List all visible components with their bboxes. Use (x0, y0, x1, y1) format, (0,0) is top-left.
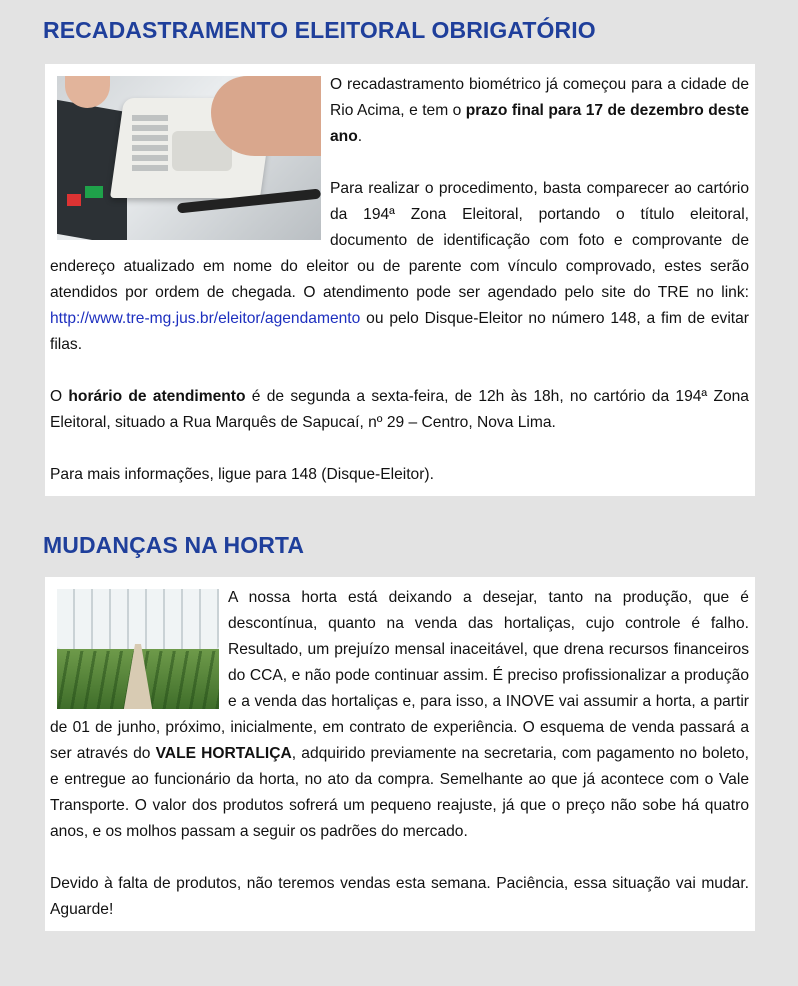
paragraph-horta: A nossa horta está deixando a desejar, tanto na produção, que é descontínua, quanto na venda das hortaliças, cujo controle é falho. Resultado, um prejuízo mensal inaceitável, que drena recursos financeiros do CCA, e não pode continuar assim. É preciso profissionalizar a produção e a venda das hortaliças e, para isso, a INOVE vai assumir a horta, a partir de 01 de junho, próximo, inicialmente, em contrato de experiência. O esquema de venda passará a ser através do VALE HORTALIÇA, adquirido previamente na secretaria, com pagamento no boleto, e entregue ao funcionário da horta, no ato da compra. Semelhante ao que já acontece com o Vale Transporte. O valor dos produtos sofrerá um pequeno reajuste, já que o preço não sobe há quatro anos, e os molhos passam a seguir os padrões do mercado. (50, 589, 749, 840)
paragraph-prazo: O recadastramento biométrico já começou para a cidade de Rio Acima, e tem o prazo final para 17 de dezembro deste ano. (330, 76, 749, 145)
article-horta (45, 577, 755, 931)
article-recadastramento (45, 64, 755, 496)
paragraph-horario: O horário de atendimento é de segunda a sexta-feira, de 12h às 18h, no cartório da 194ª Zona Eleitoral, situado a Rua Marquês de Sapucaí, nº 29 – Centro, Nova Lima. (50, 388, 749, 431)
section-title-recadastramento: RECADASTRAMENTO ELEITORAL OBRIGATÓRIO (43, 17, 596, 43)
section-title-horta: MUDANÇAS NA HORTA (43, 532, 305, 558)
agendamento-link[interactable]: http://www.tre-mg.jus.br/eleitor/agendamento (50, 310, 361, 327)
vale-hortalica-highlight: VALE HORTALIÇA (155, 745, 292, 762)
biometric-device-image (57, 76, 321, 240)
greenhouse-image (57, 589, 219, 709)
paragraph-informacoes: Para mais informações, ligue para 148 (Disque-Eleitor). (50, 466, 434, 483)
horario-highlight: horário de atendimento (68, 388, 246, 405)
paragraph-aviso: Devido à falta de produtos, não teremos vendas esta semana. Paciência, essa situação vai mudar. Aguarde! (50, 875, 749, 918)
prazo-highlight: prazo final para 17 de dezembro deste ano (330, 102, 749, 145)
paragraph-procedimento: Para realizar o procedimento, basta comparecer ao cartório da 194ª Zona Eleitoral, portando o título eleitoral, documento de identificação com foto e comprovante de endereço atualizado em nome do eleitor ou de parente com vínculo comprovado, estes serão atendidos por ordem de chegada. O atendimento pode ser agendado pelo site do TRE no link: http://www.tre-mg.jus.br/eleitor/agendamento ou pelo Disque-Eleitor no número 148, a fim de evitar filas. (50, 180, 749, 353)
